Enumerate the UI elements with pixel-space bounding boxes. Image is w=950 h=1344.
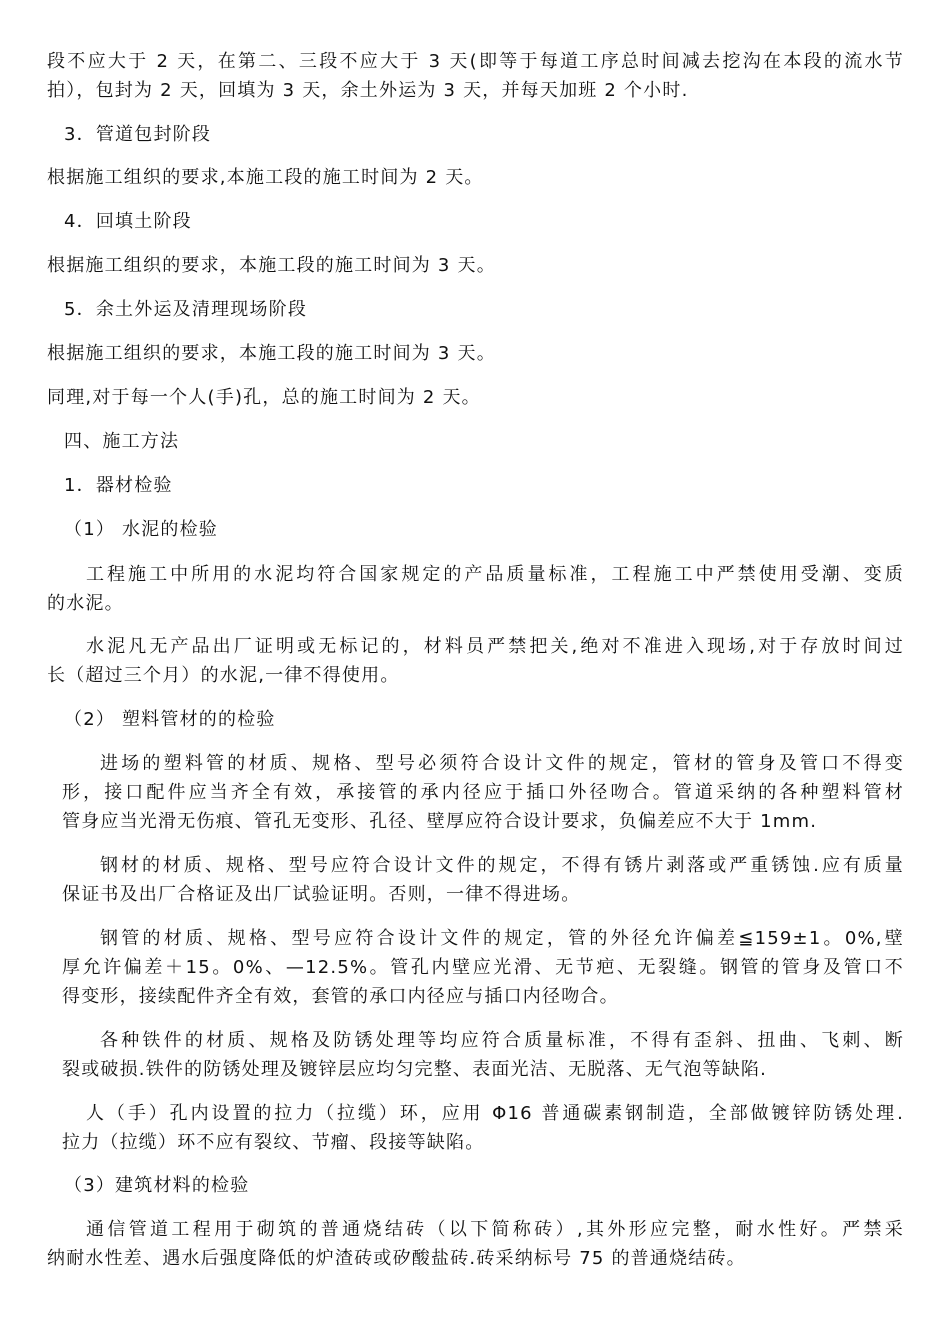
paragraph-pulling-ring-line-1: 人（手）孔内设置的拉力（拉缆）环，应用 Φ16 普通碳素钢制造，全部做镀锌防锈处理. — [86, 1103, 904, 1124]
paragraph-iron-parts-line-2: 裂或破损.铁件的防锈处理及镀锌层应均匀完整、表面光洁、无脱落、无气泡等缺陷. — [62, 1059, 768, 1080]
paragraph-plastic-line-2: 形，接口配件应当齐全有效，承接管的承内径应于插口外径吻合。管道采纳的各种塑料管材 — [62, 782, 904, 803]
paragraph-plastic-line-1: 进场的塑料管的材质、规格、型号必须符合设计文件的规定，管材的管身及管口不得变 — [100, 753, 904, 774]
paragraph-cement-2-line-2: 长（超过三个月）的水泥,一律不得使用。 — [47, 665, 400, 686]
paragraph-steel-pipe-line-3: 得变形，接续配件齐全有效，套管的承口内径应与插口内径吻合。 — [62, 986, 619, 1007]
paragraph-cement-1-line-1: 工程施工中所用的水泥均符合国家规定的产品质量标准，工程施工中严禁使用受潮、变质 — [86, 564, 904, 585]
section-heading-construction-methods: 四、施工方法 — [64, 431, 180, 452]
heading-building-materials-inspection: （3）建筑材料的检验 — [64, 1175, 250, 1196]
paragraph-brick-line-2: 纳耐水性差、遇水后强度降低的炉渣砖或矽酸盐砖.砖采纳标号 75 的普通烧结砖。 — [47, 1248, 746, 1269]
heading-pipe-encasement-stage: 3．管道包封阶段 — [64, 124, 212, 145]
paragraph-steel-line-2: 保证书及出厂合格证及出厂试验证明。否则，一律不得进场。 — [62, 884, 581, 905]
paragraph-brick-line-1: 通信管道工程用于砌筑的普通烧结砖（以下简称砖）,其外形应完整，耐水性好。严禁采 — [86, 1219, 904, 1240]
paragraph-stage-4: 根据施工组织的要求，本施工段的施工时间为 3 天。 — [47, 255, 496, 276]
heading-soil-removal-stage: 5．余土外运及清理现场阶段 — [64, 299, 308, 320]
heading-materials-inspection: 1．器材检验 — [64, 475, 173, 496]
paragraph-pulling-ring-line-2: 拉力（拉缆）环不应有裂纹、节瘤、段接等缺陷。 — [62, 1132, 485, 1153]
heading-backfill-stage: 4．回填土阶段 — [64, 211, 192, 232]
paragraph-cement-2-line-1: 水泥凡无产品出厂证明或无标记的，材料员严禁把关,绝对不准进入现场,对于存放时间过 — [86, 636, 904, 657]
paragraph-manhole-time: 同理,对于每一个人(手)孔，总的施工时间为 2 天。 — [47, 387, 481, 408]
paragraph-steel-pipe-line-2: 厚允许偏差＋15。0%、—12.5%。管孔内壁应光滑、无节疤、无裂缝。钢管的管身及管口不 — [62, 957, 904, 978]
paragraph-cement-1-line-2: 的水泥。 — [47, 593, 124, 614]
paragraph-steel-line-1: 钢材的材质、规格、型号应符合设计文件的规定，不得有锈片剥落或严重锈蚀.应有质量 — [100, 855, 904, 876]
paragraph-schedule-line-1: 段不应大于 2 天，在第二、三段不应大于 3 天(即等于每道工序总时间减去挖沟在本段的流水节 — [47, 51, 904, 72]
paragraph-stage-3: 根据施工组织的要求,本施工段的施工时间为 2 天。 — [47, 167, 484, 188]
paragraph-plastic-line-3: 管身应当光滑无伤痕、管孔无变形、孔径、壁厚应符合设计要求，负偏差应不大于 1mm. — [62, 811, 818, 832]
paragraph-schedule-line-2: 拍），包封为 2 天，回填为 3 天，余土外运为 3 天，并每天加班 2 个小时. — [47, 80, 689, 101]
paragraph-iron-parts-line-1: 各种铁件的材质、规格及防锈处理等均应符合质量标准，不得有歪斜、扭曲、飞刺、断 — [100, 1030, 904, 1051]
paragraph-stage-5: 根据施工组织的要求，本施工段的施工时间为 3 天。 — [47, 343, 496, 364]
heading-plastic-pipe-inspection: （2） 塑料管材的的检验 — [64, 709, 276, 730]
paragraph-steel-pipe-line-1: 钢管的材质、规格、型号应符合设计文件的规定，管的外径允许偏差≦159±1。0%,壁 — [100, 928, 904, 949]
heading-cement-inspection: （1） 水泥的检验 — [64, 519, 218, 540]
